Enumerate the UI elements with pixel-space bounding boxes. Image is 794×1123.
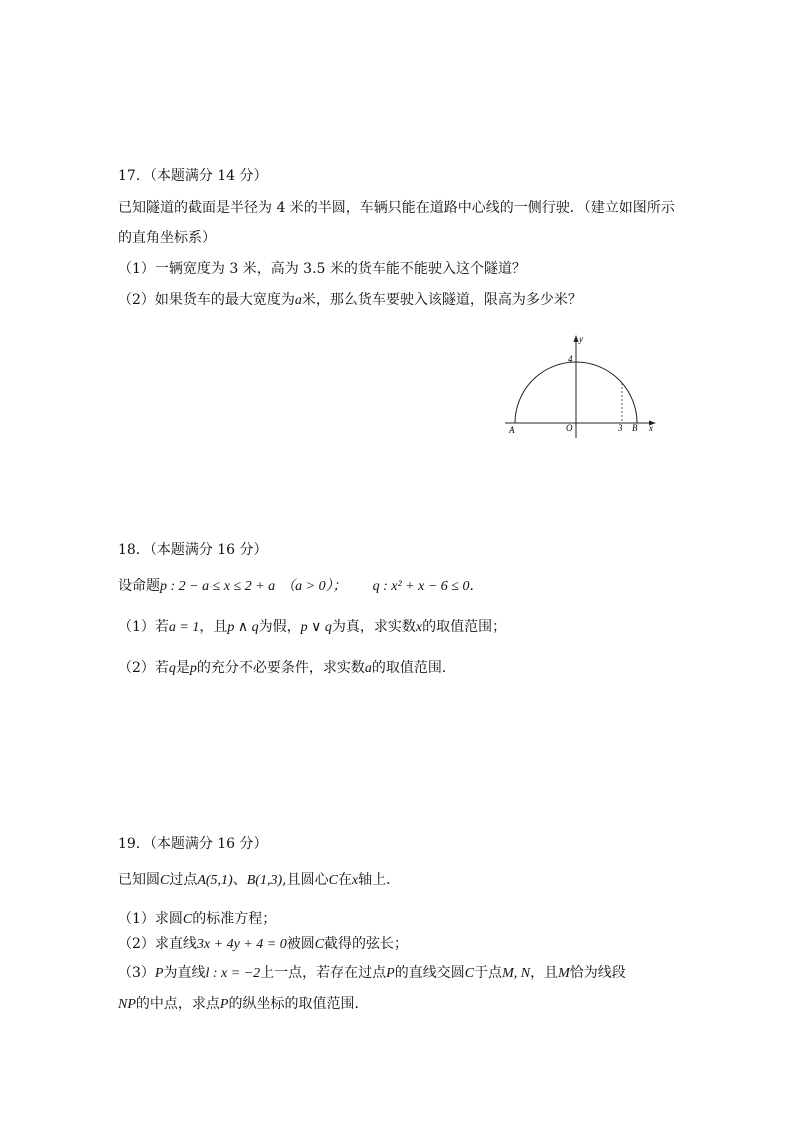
q19-part1 <box>118 909 276 930</box>
q17-part2-var: a <box>294 293 302 308</box>
q19-part3-g: 恰为线段 <box>569 965 626 981</box>
q18-stem-end: ． <box>469 578 484 594</box>
q18-part1 <box>118 617 506 638</box>
q18-part2 <box>118 658 456 679</box>
q18-stem-cond: （a > 0）； <box>281 579 347 594</box>
q19-stem-m1: C <box>160 873 170 888</box>
q19-part3 <box>118 963 626 984</box>
q19-part2-c: 截得的弦长； <box>324 936 409 952</box>
q19-part3-c: 上一点，若存在过点 <box>260 965 387 981</box>
q17-stem-line2: 的直角坐标系） <box>118 230 216 246</box>
q18-part1-m2: p ∧ q <box>227 620 259 635</box>
tunnel-figure <box>500 330 665 440</box>
q19-part3-f: ，且 <box>530 965 559 981</box>
q18-part2-c: 的充分不必要条件，求实数 <box>196 660 365 676</box>
q19-part2-m2: C <box>314 937 325 952</box>
label-A: A <box>509 425 515 435</box>
q19-part3-m2: l : x = −2 <box>205 966 261 981</box>
q19-part3-m1: P <box>154 966 164 981</box>
q19-header: 19．（本题满分 16 分） <box>118 836 268 852</box>
q19-part3-e: 于点 <box>474 965 503 981</box>
q19-stem-a: 已知圆 <box>118 872 160 888</box>
label-4: 4 <box>568 354 573 364</box>
q18-part1-d: 为真，求实数 <box>331 619 416 635</box>
q18-part1-m3: p ∨ q <box>300 620 332 635</box>
q19-part2-m1: 3x + 4y + 4 = 0 <box>196 937 287 952</box>
q18-part1-a: （1）若 <box>118 619 169 635</box>
q17-part2-text-b: 米，那么货车要驶入该隧道，限高为多少米？ <box>301 292 582 308</box>
q19-part1-m1: C <box>182 912 193 927</box>
q19-part3-d: 的直线交圆 <box>394 965 465 981</box>
q18-part1-m4: x <box>415 620 423 635</box>
q19-stem-b: 过点 <box>169 872 198 888</box>
label-y: y <box>579 334 583 344</box>
q18-header: 18．（本题满分 16 分） <box>118 542 268 558</box>
q19-stem-m2: A(5,1) <box>197 873 233 888</box>
q17-part2 <box>118 290 582 311</box>
q18-part2-m1: q <box>168 661 176 676</box>
q18-part1-b: ，且 <box>199 619 228 635</box>
q19-stem-f: 轴上． <box>358 872 401 888</box>
q19-part3-b: 为直线 <box>163 965 206 981</box>
q18-stem <box>118 576 483 597</box>
q19-stem <box>118 870 400 891</box>
q18-stem-p: p : 2 − a ≤ x ≤ 2 + a <box>160 579 276 594</box>
q18-part2-m3: a <box>364 661 372 676</box>
label-x: x <box>649 423 653 433</box>
q17-part1: （1）一辆宽度为 3 米，高为 3.5 米的货车能不能驶入这个隧道？ <box>118 261 526 277</box>
q18-part2-b: 是 <box>175 660 190 676</box>
q19-part3-line2-m1: NP <box>118 997 136 1012</box>
q19-part3-a: （3） <box>118 965 155 981</box>
q19-part2-a: （2）求直线 <box>118 936 197 952</box>
q19-stem-c: 、 <box>232 872 247 888</box>
q18-part1-c: 为假， <box>258 619 301 635</box>
q17-header: 17．（本题满分 14 分） <box>118 168 268 184</box>
q18-stem-q: q : x² + x − 6 ≤ 0 <box>372 579 470 594</box>
q19-part3-line2 <box>118 994 368 1015</box>
q19-part3-line2-a: 的中点，求点 <box>135 996 220 1012</box>
q19-part2 <box>118 934 408 955</box>
q19-part3-line2-m2: P <box>219 997 229 1012</box>
q18-part2-d: 的取值范围． <box>371 660 456 676</box>
q19-stem-m3: B(1,3) <box>246 873 283 888</box>
q19-part1-a: （1）求圆 <box>118 911 183 927</box>
q19-stem-d: ,且圆心 <box>282 872 329 888</box>
q19-part3-m6: M <box>558 966 570 981</box>
q19-part3-m5: M, N <box>502 966 531 981</box>
q18-stem-a: 设命题 <box>118 578 160 594</box>
q19-part3-m4: C <box>464 966 475 981</box>
q19-stem-e: 在 <box>337 872 352 888</box>
q18-part1-e: 的取值范围； <box>422 619 507 635</box>
q17-stem-line1: 已知隧道的截面是半径为 4 米的半圆，车辆只能在道路中心线的一侧行驶．（建立如图所示 <box>118 200 675 216</box>
q17-part2-text-a: （2）如果货车的最大宽度为 <box>118 292 295 308</box>
q18-part2-a: （2）若 <box>118 660 169 676</box>
label-B: B <box>632 423 638 433</box>
q19-part2-b: 被圆 <box>286 936 315 952</box>
q19-part3-line2-b: 的纵坐标的取值范围． <box>228 996 369 1012</box>
q19-stem-m5: x <box>351 873 359 888</box>
label-3: 3 <box>618 423 623 433</box>
q19-stem-m4: C <box>328 873 338 888</box>
q18-part2-m2: p <box>189 661 197 676</box>
label-O: O <box>566 423 573 433</box>
q19-part1-b: 的标准方程； <box>192 911 277 927</box>
q18-part1-m1: a = 1 <box>168 620 200 635</box>
q19-part3-m3: P <box>386 966 395 981</box>
